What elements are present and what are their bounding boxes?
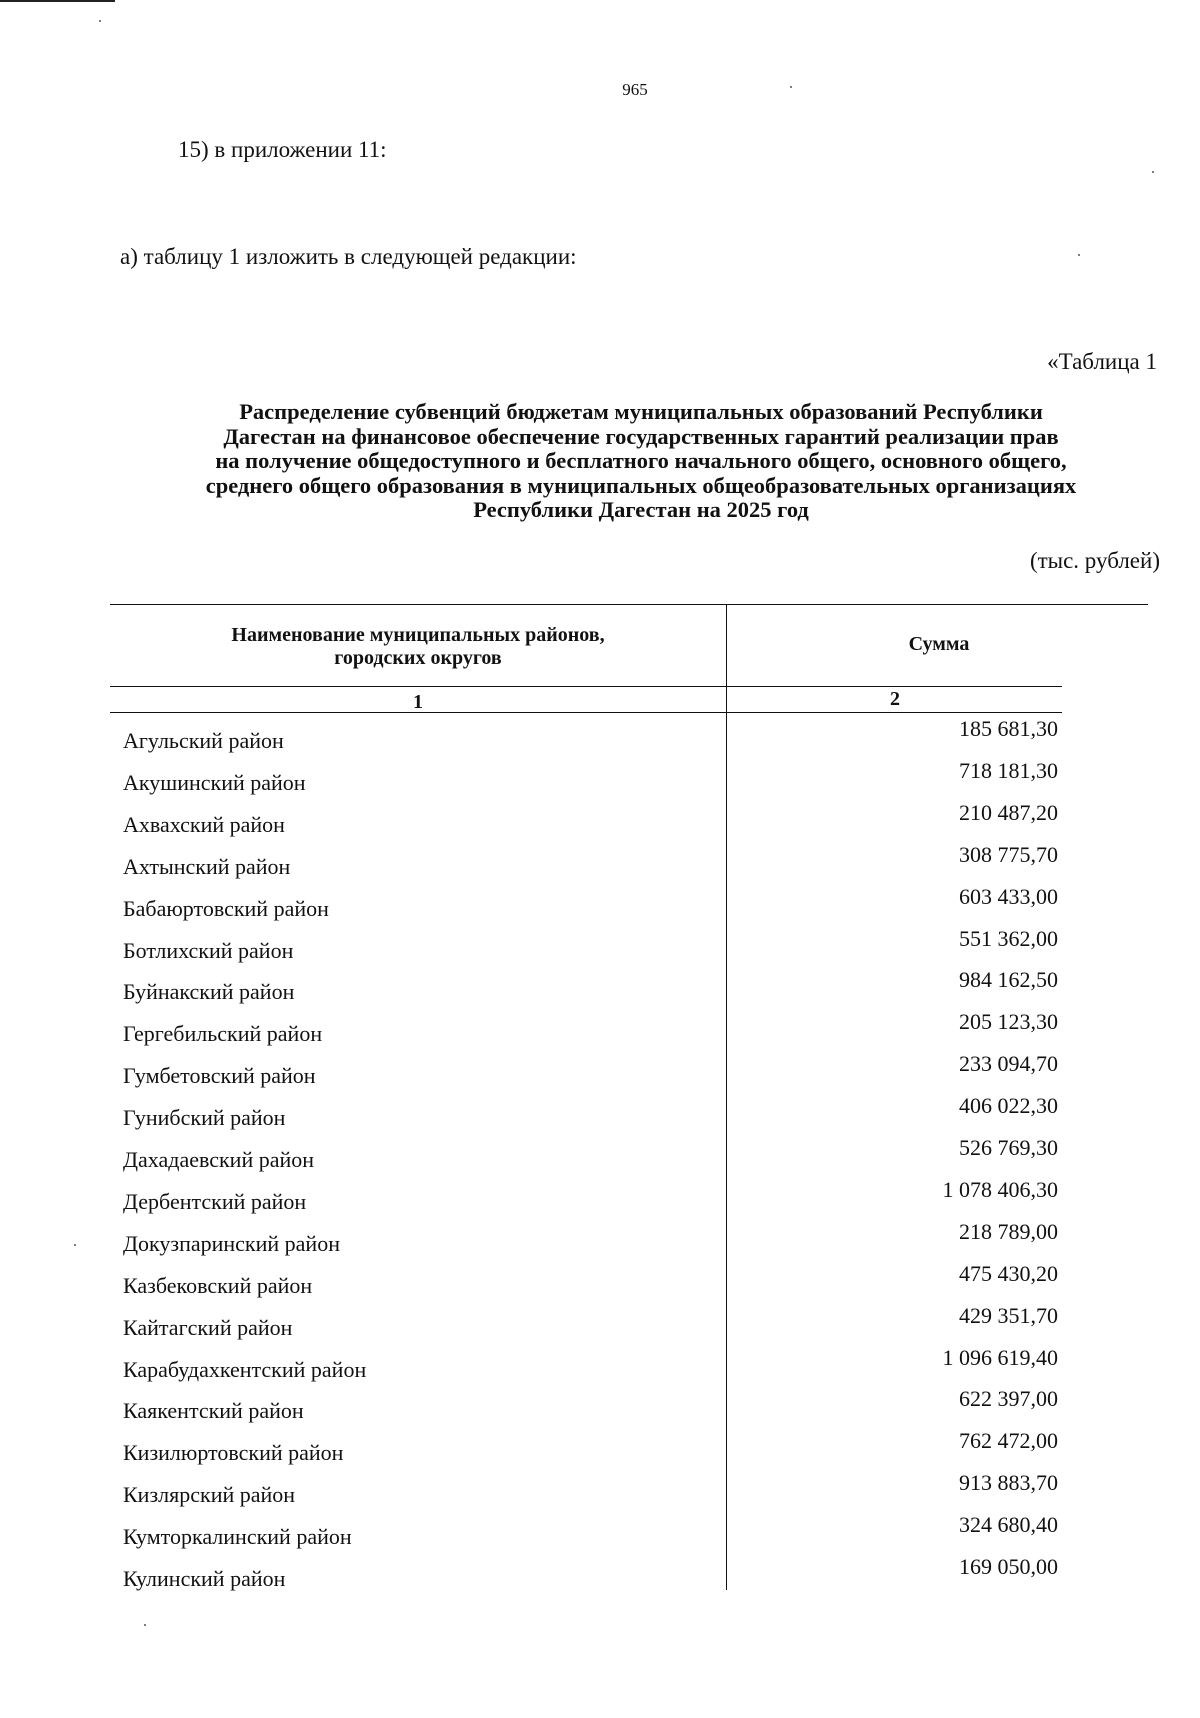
title-line: Республики Дагестан на 2025 год: [473, 497, 809, 522]
row-sum: 324 680,40: [959, 1512, 1058, 1538]
row-sum: 718 181,30: [959, 757, 1058, 783]
row-district-name: Кулинский район: [123, 1566, 286, 1591]
row-district-name: Кайтагский район: [123, 1314, 293, 1340]
table-row: [0, 1219, 1200, 1261]
row-sum: 1 078 406,30: [942, 1176, 1058, 1202]
paragraph-a: а) таблицу 1 изложить в следующей редакции:: [120, 244, 577, 269]
units-label: (тыс. рублей): [1029, 548, 1160, 573]
scan-speck: [144, 1624, 146, 1626]
table-row: [0, 1554, 1200, 1596]
scan-speck: [99, 20, 101, 22]
row-sum: 233 094,70: [959, 1051, 1058, 1077]
table-row: [0, 1093, 1200, 1135]
row-sum: 185 681,30: [959, 716, 1058, 741]
header-name: [110, 624, 726, 670]
table-row: [0, 1428, 1200, 1470]
row-district-name: Гунибский район: [123, 1105, 286, 1131]
row-district-name: Ахвахский район: [123, 811, 285, 837]
row-sum: 913 883,70: [959, 1470, 1058, 1496]
scan-speck: [1152, 171, 1154, 173]
column-number-2: 2: [890, 688, 900, 710]
table-row: [0, 716, 1200, 758]
table-top-rule: [110, 604, 1148, 605]
table-row: [0, 1009, 1200, 1051]
title-line: Распределение субвенций бюджетам муниципальных образований Республики: [239, 399, 1043, 424]
row-district-name: Бабаюртовский район: [123, 895, 329, 921]
row-sum: 551 362,00: [959, 925, 1058, 951]
table-row: [0, 1386, 1200, 1428]
table-row: [0, 1512, 1200, 1554]
row-district-name: Ботлихский район: [123, 937, 294, 963]
row-sum: 603 433,00: [959, 883, 1058, 909]
title-line: на получение общедоступного и бесплатного начального общего, основного общего,: [215, 448, 1067, 473]
table-row: [0, 800, 1200, 842]
table-row: [0, 842, 1200, 884]
row-sum: 308 775,70: [959, 841, 1058, 867]
row-district-name: Ахтынский район: [123, 853, 291, 879]
table-row: [0, 1345, 1200, 1387]
table-row: [0, 884, 1200, 926]
row-district-name: Каякентский район: [123, 1398, 304, 1424]
row-sum: 762 472,00: [959, 1428, 1058, 1454]
row-district-name: Гергебильский район: [123, 1021, 323, 1047]
row-sum: 526 769,30: [959, 1135, 1058, 1160]
row-district-name: Акушинский район: [123, 769, 306, 795]
row-sum: 169 050,00: [959, 1554, 1058, 1579]
table-row: [0, 1177, 1200, 1219]
scan-edge-mark: [0, 0, 115, 2]
row-sum: 1 096 619,40: [942, 1344, 1058, 1370]
row-sum: 205 123,30: [959, 1009, 1058, 1035]
table-row: [0, 1303, 1200, 1345]
scan-speck: [1078, 254, 1080, 256]
table-row: [0, 926, 1200, 968]
row-district-name: Кизилюртовский район: [123, 1440, 344, 1466]
column-number-1: 1: [413, 691, 423, 713]
row-district-name: Дербентский район: [123, 1188, 307, 1214]
paragraph-15: 15) в приложении 11:: [178, 137, 387, 162]
row-district-name: Казбековский район: [123, 1272, 313, 1298]
table-row: [0, 1051, 1200, 1093]
row-sum: 622 397,00: [959, 1386, 1058, 1412]
header-sum: Сумма: [908, 633, 970, 655]
title-line: Дагестан на финансовое обеспечение государственных гарантий реализации прав: [223, 423, 1059, 449]
title-line: среднего общего образования в муниципальных общеобразовательных организациях: [205, 472, 1077, 498]
row-district-name: Кумторкалинский район: [123, 1524, 352, 1550]
table-row: [0, 1135, 1200, 1177]
row-sum: 406 022,30: [959, 1093, 1058, 1119]
row-sum: 475 430,20: [959, 1260, 1058, 1286]
row-district-name: Докузпаринский район: [123, 1230, 340, 1256]
row-district-name: Гумбетовский район: [123, 1063, 316, 1089]
row-district-name: Агульский район: [123, 728, 284, 753]
header-name-line: городских округов: [334, 647, 502, 669]
row-sum: 984 162,50: [959, 967, 1058, 993]
header-name-line: Наименование муниципальных районов,: [231, 624, 605, 646]
row-district-name: Карабудахкентский район: [123, 1356, 367, 1382]
row-district-name: Дахадаевский район: [123, 1147, 315, 1172]
row-district-name: Кизлярский район: [123, 1482, 296, 1508]
header-bottom-rule: [110, 686, 1062, 687]
row-sum: 210 487,20: [959, 799, 1058, 825]
column-number-rule: [110, 712, 1062, 713]
table-title: [110, 400, 1172, 523]
table-row: [0, 758, 1200, 800]
table-row: [0, 1470, 1200, 1512]
table-row: [0, 967, 1200, 1009]
table-row: [0, 1261, 1200, 1303]
table-label: «Таблица 1: [1047, 349, 1157, 374]
row-sum: 218 789,00: [959, 1218, 1058, 1244]
row-district-name: Буйнакский район: [123, 979, 295, 1005]
row-sum: 429 351,70: [959, 1302, 1058, 1328]
page-number: 965: [622, 80, 648, 99]
